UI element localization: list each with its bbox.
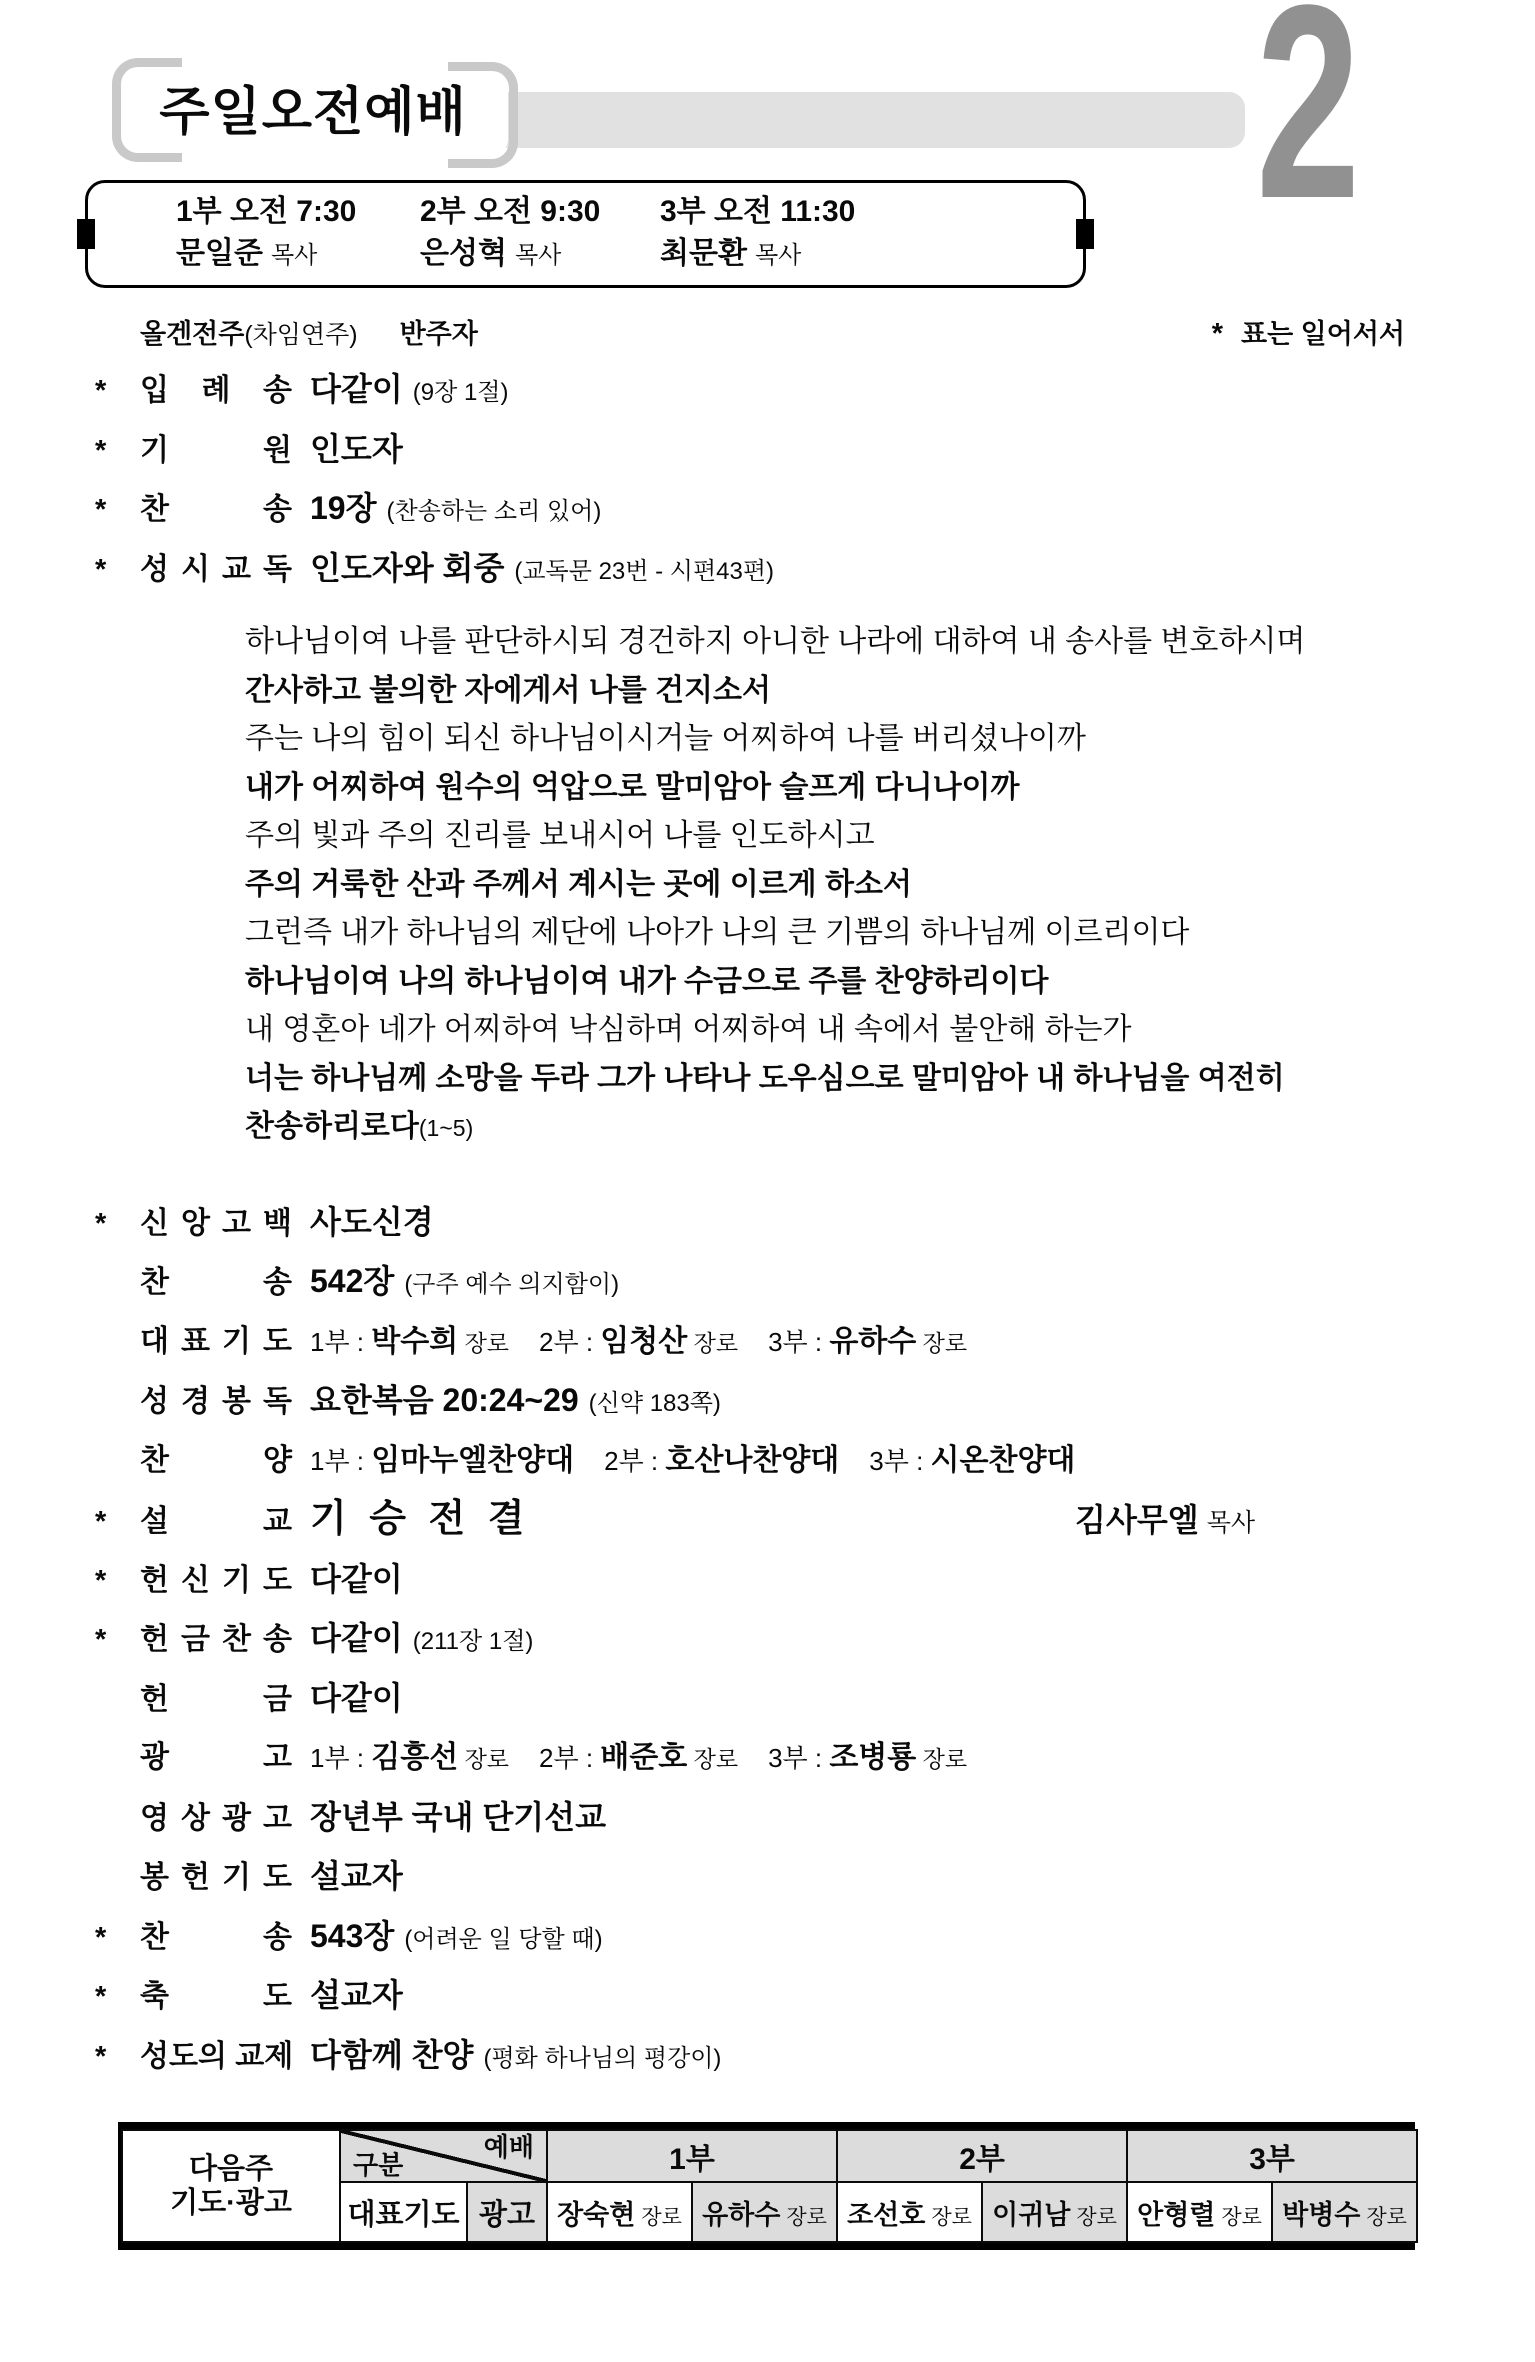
scripture-line: 그런즉 내가 하나님의 제단에 나아가 나의 큰 기쁨의 하나님께 이르리이다 bbox=[245, 916, 1190, 949]
service-1 bbox=[176, 191, 356, 277]
sermon-title: 기 승 전 결 bbox=[310, 1498, 531, 1540]
scripture-line: 내가 어찌하여 원수의 억압으로 말미암아 슬프게 다니나이까 bbox=[245, 770, 1020, 804]
announce-part-2: 2부 : 배준호 장로 bbox=[539, 1741, 739, 1774]
scripture-line: 주의 빛과 주의 진리를 보내시어 나를 인도하시고 bbox=[245, 819, 875, 852]
asterisk-icon: * bbox=[95, 1506, 107, 1538]
service-2-role: 목사 bbox=[514, 242, 562, 269]
next-week-table bbox=[118, 2122, 1415, 2250]
order-label: 입 례 송 bbox=[140, 374, 292, 407]
service-3 bbox=[660, 191, 855, 277]
order-of-worship bbox=[95, 360, 1440, 2085]
asterisk-icon: * bbox=[95, 434, 107, 467]
order-row-entrance-song bbox=[95, 360, 1440, 420]
order-value: 다같이 bbox=[310, 1620, 403, 1656]
scripture-line: 주의 거룩한 산과 주께서 계시는 곳에 이르게 하소서 bbox=[245, 867, 912, 901]
order-label: 찬 송 bbox=[140, 493, 292, 526]
asterisk-icon: * bbox=[95, 2040, 107, 2073]
order-value: 543장 bbox=[310, 1917, 395, 1954]
corner-label-category: 구분 bbox=[353, 2150, 404, 2180]
order-label: 찬 양 bbox=[140, 1443, 292, 1477]
order-note: (찬송하는 소리 있어) bbox=[386, 498, 602, 525]
table-cell-name: 이귀남 장로 bbox=[982, 2182, 1127, 2242]
order-row-offering bbox=[95, 1669, 1440, 1729]
order-label: 봉 헌 기 도 bbox=[140, 1861, 292, 1894]
order-row-hymn-543 bbox=[95, 1907, 1440, 1967]
order-row-invocation bbox=[95, 420, 1440, 480]
col-header-part2: 2부 bbox=[837, 2130, 1127, 2182]
order-label: 헌 금 찬 송 bbox=[140, 1623, 292, 1656]
table-cell-name: 조선호 장로 bbox=[837, 2182, 982, 2242]
asterisk-icon: * bbox=[95, 1624, 107, 1656]
row-label-announcement: 광고 bbox=[467, 2182, 547, 2242]
left-tab-icon bbox=[77, 219, 95, 249]
order-label: 신 앙 고 백 bbox=[140, 1206, 292, 1240]
order-label: 기 원 bbox=[140, 433, 292, 467]
order-value: 인도자와 회중 bbox=[310, 549, 505, 586]
scripture-line: 간사하고 불의한 자에게서 나를 건지소서 bbox=[245, 673, 771, 707]
next-week-title: 다음주 기도·광고 bbox=[122, 2130, 340, 2242]
asterisk-icon: * bbox=[95, 1981, 107, 2013]
service-1-time: 1부 오전 7:30 bbox=[176, 195, 357, 228]
service-2 bbox=[420, 191, 600, 277]
service-2-time: 2부 오전 9:30 bbox=[420, 195, 601, 228]
row-label-prayer: 대표기도 bbox=[340, 2182, 467, 2242]
asterisk-icon: * bbox=[95, 494, 107, 526]
order-row-announcements bbox=[95, 1728, 1440, 1788]
chime-note: (차임연주) bbox=[244, 321, 358, 349]
order-value: 장년부 국내 단기선교 bbox=[310, 1798, 606, 1835]
scripture-line: 내 영혼아 네가 어찌하여 낙심하며 어찌하여 내 속에서 불안해 하는가 bbox=[245, 1013, 1132, 1046]
order-label: 헌 신 기 도 bbox=[140, 1563, 292, 1597]
sermon-speaker: 김사무엘 목사 bbox=[1075, 1502, 1255, 1538]
service-2-pastor: 은성혁 bbox=[420, 237, 507, 270]
page-title: 주일오전예배 bbox=[159, 83, 467, 142]
table-cell-name: 박병수 장로 bbox=[1272, 2182, 1417, 2242]
order-label: 찬 송 bbox=[140, 1266, 292, 1299]
order-row-representative-prayer bbox=[95, 1312, 1440, 1372]
asterisk-icon: * bbox=[95, 1207, 107, 1240]
order-value: 사도신경 bbox=[310, 1203, 434, 1240]
scripture-line: 하나님이여 나를 판단하시되 경건하지 아니한 나라에 대하여 내 송사를 변호하시며 bbox=[245, 625, 1306, 658]
order-label: 헌 금 bbox=[140, 1682, 292, 1716]
order-row-sermon bbox=[95, 1490, 1440, 1550]
scripture-line: 주는 나의 힘이 되신 하나님이시거늘 어찌하여 나를 버리셨나이까 bbox=[245, 722, 1086, 755]
order-value: 인도자 bbox=[310, 430, 403, 467]
stand-note-text: 표는 일어서서 bbox=[1241, 319, 1405, 349]
order-label: 대 표 기 도 bbox=[140, 1324, 292, 1358]
asterisk-icon: * bbox=[1211, 318, 1223, 350]
order-value: 19장 bbox=[310, 490, 377, 526]
order-label: 성 시 교 독 bbox=[140, 552, 292, 586]
col-header-part1: 1부 bbox=[547, 2130, 837, 2182]
order-label: 성도의 교제 bbox=[140, 2039, 294, 2073]
verse-reference: (1~5) bbox=[418, 1115, 474, 1141]
order-label: 축 도 bbox=[140, 1980, 292, 2013]
order-row-benediction bbox=[95, 1966, 1440, 2026]
service-1-role: 목사 bbox=[270, 242, 318, 269]
order-row-hymn-542 bbox=[95, 1252, 1440, 1312]
order-note: (211장 1절) bbox=[412, 1628, 534, 1655]
prayer-part-1: 1부 : 박수희 장로 bbox=[310, 1324, 510, 1358]
order-value: 다같이 bbox=[310, 1679, 403, 1716]
order-note: (구주 예수 의지함이) bbox=[404, 1271, 620, 1298]
scripture-line: 하나님이여 나의 하나님이여 내가 수금으로 주를 찬양하리이다 bbox=[245, 964, 1049, 998]
order-value: 542장 bbox=[310, 1263, 395, 1299]
order-note: (교독문 23번 - 시편43편) bbox=[514, 557, 775, 585]
order-row-offering-hymn bbox=[95, 1609, 1440, 1669]
announce-part-3: 3부 : 조병룡 장로 bbox=[768, 1741, 968, 1774]
order-row-offertory-prayer bbox=[95, 1847, 1440, 1907]
order-value: 설교자 bbox=[310, 1977, 403, 2013]
stand-note bbox=[1212, 312, 1405, 351]
order-row-scripture-reading bbox=[95, 1371, 1440, 1431]
title-band bbox=[470, 92, 1245, 148]
service-3-pastor: 최문환 bbox=[660, 237, 747, 270]
page-number: 2 bbox=[1256, 0, 1361, 256]
order-label: 설 교 bbox=[140, 1505, 292, 1538]
corner-header bbox=[340, 2130, 547, 2182]
scripture-line: 찬송하리로다(1~5) bbox=[245, 1110, 474, 1143]
prelude-line bbox=[140, 312, 1405, 352]
order-row-dedication-prayer bbox=[95, 1550, 1440, 1610]
order-value: 다같이 bbox=[310, 1560, 403, 1597]
title-box bbox=[118, 58, 508, 162]
order-value: 요한복음 20:24~29 bbox=[310, 1382, 579, 1418]
asterisk-icon: * bbox=[95, 553, 107, 586]
order-note: (신약 183쪽) bbox=[588, 1390, 721, 1417]
order-row-video-announcement bbox=[95, 1788, 1440, 1848]
accompanist-label: 반주자 bbox=[399, 319, 478, 349]
order-row-hymn bbox=[95, 479, 1440, 539]
order-value: 다함께 찬양 bbox=[310, 2036, 474, 2073]
order-label: 찬 송 bbox=[140, 1920, 292, 1954]
organ-prelude-label: 올겐전주 bbox=[140, 319, 245, 349]
table-cell-name: 안형렬 장로 bbox=[1127, 2182, 1272, 2242]
choir-part-1: 1부 : 임마누엘찬양대 bbox=[310, 1443, 575, 1477]
order-row-fellowship bbox=[95, 2026, 1440, 2086]
order-row-anthem bbox=[95, 1431, 1440, 1491]
asterisk-icon: * bbox=[95, 1921, 107, 1954]
service-1-pastor: 문일준 bbox=[176, 237, 263, 270]
order-row-creed bbox=[95, 1193, 1440, 1253]
right-tab-icon bbox=[1076, 219, 1094, 249]
choir-part-3: 3부 : 시온찬양대 bbox=[869, 1443, 1076, 1477]
service-times-box bbox=[85, 180, 1086, 288]
prayer-part-2: 2부 : 임청산 장로 bbox=[539, 1324, 739, 1358]
prayer-part-3: 3부 : 유하수 장로 bbox=[768, 1324, 968, 1358]
order-value: 설교자 bbox=[310, 1858, 403, 1894]
order-note: (어려운 일 당할 때) bbox=[404, 1925, 603, 1953]
order-note: (9장 1절) bbox=[412, 379, 509, 406]
choir-part-2: 2부 : 호산나찬양대 bbox=[604, 1443, 840, 1477]
order-label: 광 고 bbox=[140, 1741, 292, 1774]
order-label: 성 경 봉 독 bbox=[140, 1385, 292, 1418]
col-header-part3: 3부 bbox=[1127, 2130, 1417, 2182]
responsive-reading-text bbox=[245, 618, 1440, 1153]
order-row-responsive-reading bbox=[95, 539, 1440, 599]
corner-label-service: 예배 bbox=[483, 2132, 534, 2162]
service-3-role: 목사 bbox=[754, 242, 802, 269]
service-3-time: 3부 오전 11:30 bbox=[660, 195, 856, 228]
asterisk-icon: * bbox=[95, 375, 107, 407]
order-value: 다같이 bbox=[310, 371, 403, 407]
order-label: 영 상 광 고 bbox=[140, 1801, 292, 1835]
asterisk-icon: * bbox=[95, 1564, 107, 1597]
order-note: (평화 하나님의 평강이) bbox=[483, 2044, 722, 2072]
table-cell-name: 유하수 장로 bbox=[692, 2182, 837, 2242]
announce-part-1: 1부 : 김흥선 장로 bbox=[310, 1741, 510, 1774]
table-cell-name: 장숙현 장로 bbox=[547, 2182, 692, 2242]
scripture-line: 너는 하나님께 소망을 두라 그가 나타나 도우심으로 말미암아 내 하나님을 여전히 bbox=[245, 1061, 1285, 1095]
